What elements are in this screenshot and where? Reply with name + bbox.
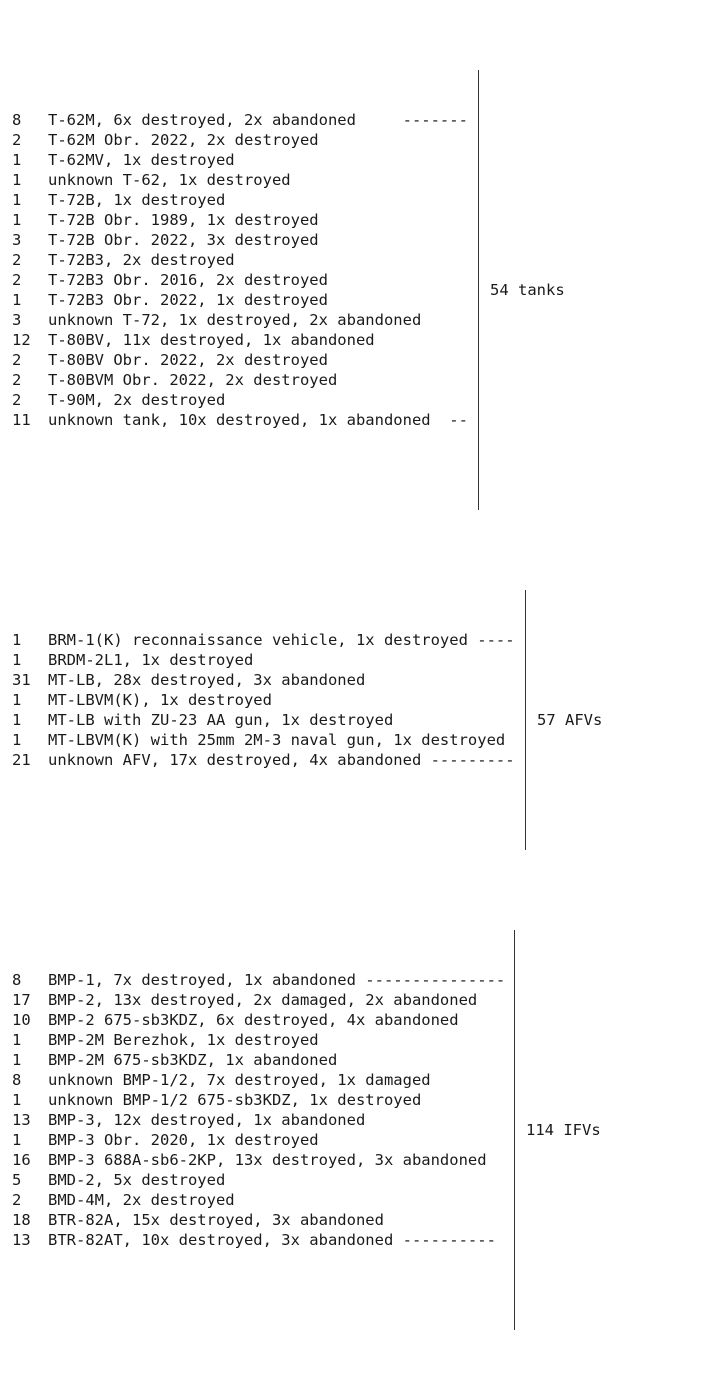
ifv-group	[12, 930, 712, 1330]
item-count: 1	[12, 691, 22, 709]
item-description: BMP-1, 7x destroyed, 1x abandoned ---------------	[48, 971, 506, 989]
ifv-total: 114 IFVs	[526, 1121, 601, 1139]
list-item	[12, 250, 712, 270]
item-count: 12	[12, 331, 31, 349]
tank-rows	[12, 110, 712, 430]
item-description: MT-LB with ZU-23 AA gun, 1x destroyed	[48, 711, 394, 729]
ifv-bracket	[514, 930, 515, 1330]
list-item	[12, 1010, 712, 1030]
item-count: 13	[12, 1231, 31, 1249]
item-count: 2	[12, 351, 22, 369]
afv-bracket	[525, 590, 526, 850]
list-item	[12, 350, 712, 370]
item-count: 5	[12, 1171, 22, 1189]
item-description: T-72B Obr. 2022, 3x destroyed	[48, 231, 319, 249]
list-item	[12, 1070, 712, 1090]
loss-list-document	[12, 10, 712, 1390]
item-count: 2	[12, 391, 22, 409]
item-count: 1	[12, 651, 22, 669]
item-count: 11	[12, 411, 31, 429]
item-count: 3	[12, 311, 22, 329]
list-item	[12, 1030, 712, 1050]
item-count: 1	[12, 171, 22, 189]
item-description: T-72B Obr. 1989, 1x destroyed	[48, 211, 319, 229]
list-item	[12, 1110, 712, 1130]
item-count: 1	[12, 151, 22, 169]
item-count: 1	[12, 1051, 22, 1069]
item-description: BRDM-2L1, 1x destroyed	[48, 651, 254, 669]
list-item	[12, 690, 712, 710]
item-count: 2	[12, 251, 22, 269]
afv-group	[12, 590, 712, 850]
item-description: T-72B3, 2x destroyed	[48, 251, 235, 269]
item-description: BMD-2, 5x destroyed	[48, 1171, 226, 1189]
item-count: 2	[12, 131, 22, 149]
ifv-rows	[12, 970, 712, 1250]
item-description: BMP-2, 13x destroyed, 2x damaged, 2x abandoned	[48, 991, 478, 1009]
list-item	[12, 630, 712, 650]
list-item	[12, 1230, 712, 1250]
list-item	[12, 670, 712, 690]
list-item	[12, 390, 712, 410]
item-description: BMP-3 688A-sb6-2KP, 13x destroyed, 3x abandoned	[48, 1151, 487, 1169]
item-description: BRM-1(K) reconnaissance vehicle, 1x destroyed ----	[48, 631, 515, 649]
list-item	[12, 210, 712, 230]
item-description: T-90M, 2x destroyed	[48, 391, 226, 409]
item-description: T-80BV, 11x destroyed, 1x abandoned	[48, 331, 375, 349]
item-description: T-72B, 1x destroyed	[48, 191, 226, 209]
list-item	[12, 990, 712, 1010]
item-count: 1	[12, 631, 22, 649]
list-item	[12, 730, 712, 750]
item-count: 17	[12, 991, 31, 1009]
list-item	[12, 750, 712, 770]
item-description: BMP-2M Berezhok, 1x destroyed	[48, 1031, 319, 1049]
list-item	[12, 310, 712, 330]
item-count: 1	[12, 711, 22, 729]
item-description: BTR-82AT, 10x destroyed, 3x abandoned ----------	[48, 1231, 496, 1249]
item-description: unknown T-72, 1x destroyed, 2x abandoned	[48, 311, 422, 329]
list-item	[12, 970, 712, 990]
list-item	[12, 1210, 712, 1230]
list-item	[12, 330, 712, 350]
tank-total: 54 tanks	[490, 281, 565, 299]
item-description: BMP-2 675-sb3KDZ, 6x destroyed, 4x abandoned	[48, 1011, 459, 1029]
item-description: unknown BMP-1/2, 7x destroyed, 1x damaged	[48, 1071, 431, 1089]
item-count: 13	[12, 1111, 31, 1129]
item-count: 16	[12, 1151, 31, 1169]
item-count: 8	[12, 1071, 22, 1089]
item-description: T-62MV, 1x destroyed	[48, 151, 235, 169]
item-description: BMP-2M 675-sb3KDZ, 1x abandoned	[48, 1051, 338, 1069]
list-item	[12, 410, 712, 430]
list-item	[12, 1050, 712, 1070]
list-item	[12, 150, 712, 170]
list-item	[12, 230, 712, 250]
list-item	[12, 370, 712, 390]
tank-group	[12, 70, 712, 510]
item-count: 1	[12, 191, 22, 209]
list-item	[12, 130, 712, 150]
list-item	[12, 170, 712, 190]
item-count: 1	[12, 1091, 22, 1109]
item-description: BTR-82A, 15x destroyed, 3x abandoned	[48, 1211, 384, 1229]
item-description: unknown tank, 10x destroyed, 1x abandoned --	[48, 411, 468, 429]
afv-rows	[12, 630, 712, 770]
list-item	[12, 1150, 712, 1170]
item-description: MT-LB, 28x destroyed, 3x abandoned	[48, 671, 366, 689]
item-description: unknown BMP-1/2 675-sb3KDZ, 1x destroyed	[48, 1091, 422, 1109]
list-item	[12, 110, 712, 130]
list-item	[12, 1130, 712, 1150]
item-description: unknown AFV, 17x destroyed, 4x abandoned ---------	[48, 751, 515, 769]
item-count: 10	[12, 1011, 31, 1029]
item-count: 8	[12, 971, 22, 989]
item-description: T-72B3 Obr. 2022, 1x destroyed	[48, 291, 328, 309]
item-count: 3	[12, 231, 22, 249]
item-description: BMD-4M, 2x destroyed	[48, 1191, 235, 1209]
item-description: T-80BVM Obr. 2022, 2x destroyed	[48, 371, 338, 389]
item-count: 31	[12, 671, 31, 689]
item-count: 2	[12, 371, 22, 389]
item-description: BMP-3 Obr. 2020, 1x destroyed	[48, 1131, 319, 1149]
item-count: 2	[12, 1191, 22, 1209]
item-description: BMP-3, 12x destroyed, 1x abandoned	[48, 1111, 366, 1129]
item-description: T-62M, 6x destroyed, 2x abandoned -------	[48, 111, 468, 129]
list-item	[12, 1090, 712, 1110]
item-description: T-72B3 Obr. 2016, 2x destroyed	[48, 271, 328, 289]
item-count: 18	[12, 1211, 31, 1229]
list-item	[12, 1170, 712, 1190]
item-count: 1	[12, 1131, 22, 1149]
afv-total: 57 AFVs	[537, 711, 603, 729]
item-description: unknown T-62, 1x destroyed	[48, 171, 291, 189]
list-item	[12, 710, 712, 730]
item-count: 1	[12, 211, 22, 229]
tank-bracket	[478, 70, 479, 510]
list-item	[12, 290, 712, 310]
item-description: T-80BV Obr. 2022, 2x destroyed	[48, 351, 328, 369]
list-item	[12, 270, 712, 290]
item-count: 8	[12, 111, 22, 129]
item-count: 1	[12, 291, 22, 309]
item-description: T-62M Obr. 2022, 2x destroyed	[48, 131, 319, 149]
item-count: 2	[12, 271, 22, 289]
list-item	[12, 1190, 712, 1210]
item-description: MT-LBVM(K) with 25mm 2M-3 naval gun, 1x destroyed	[48, 731, 506, 749]
list-item	[12, 190, 712, 210]
item-description: MT-LBVM(K), 1x destroyed	[48, 691, 272, 709]
item-count: 1	[12, 731, 22, 749]
item-count: 1	[12, 1031, 22, 1049]
item-count: 21	[12, 751, 31, 769]
list-item	[12, 650, 712, 670]
